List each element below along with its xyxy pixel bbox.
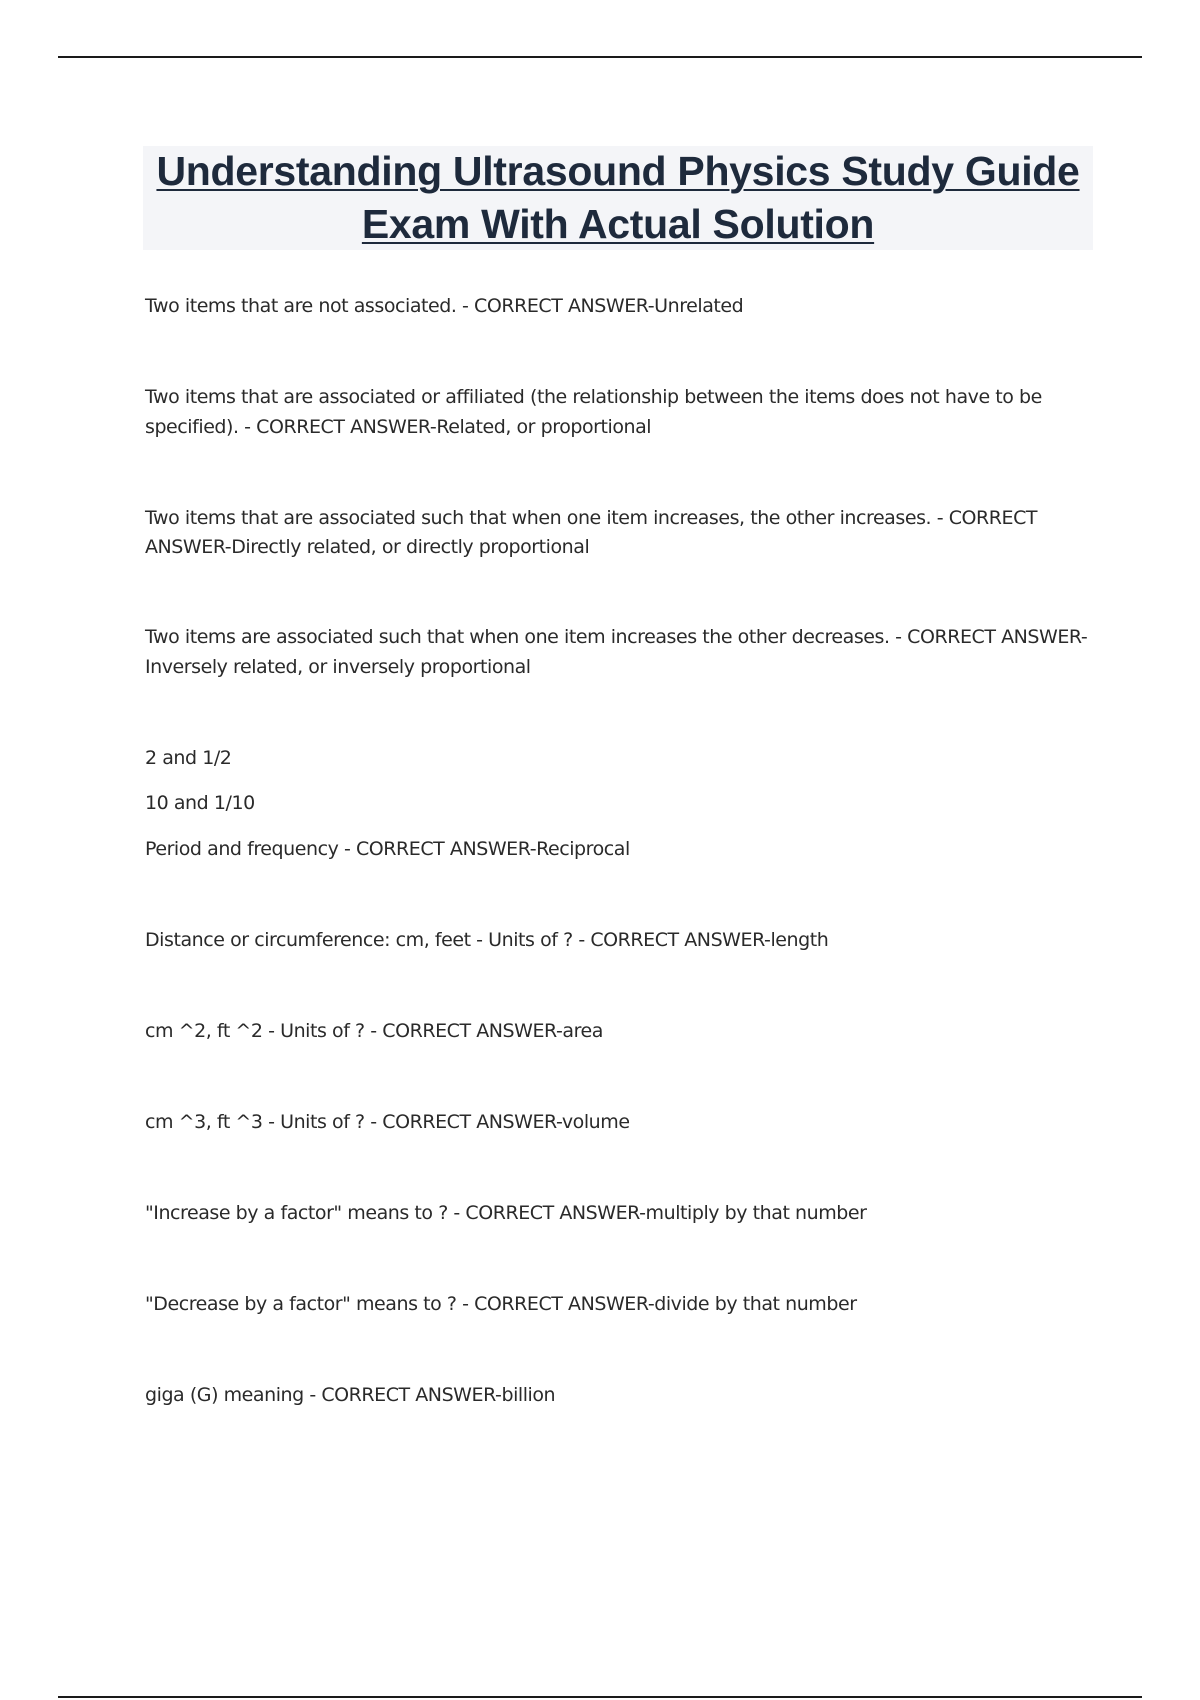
qa-line: Two items are associated such that when one item increases the other decreases. - CORRECT ANSWER-: [145, 626, 1088, 648]
qa-line: Inversely related, or inversely proportional: [145, 656, 531, 678]
qa-line: giga (G) meaning - CORRECT ANSWER-billion: [145, 1384, 556, 1406]
qa-line: cm ^3, ft ^3 - Units of ? - CORRECT ANSWER-volume: [145, 1111, 630, 1133]
qa-line: Two items that are not associated. - CORRECT ANSWER-Unrelated: [145, 295, 744, 317]
qa-line: "Decrease by a factor" means to ? - CORRECT ANSWER-divide by that number: [145, 1293, 857, 1315]
qa-line: specified). - CORRECT ANSWER-Related, or proportional: [145, 416, 652, 438]
qa-line: 2 and 1/2: [145, 747, 232, 769]
qa-line: Two items that are associated such that when one item increases, the other increases. - CORRECT: [145, 507, 1038, 529]
qa-line: Period and frequency - CORRECT ANSWER-Reciprocal: [145, 838, 630, 860]
document-title: Understanding Ultrasound Physics Study Guide Exam With Actual Solution: [156, 148, 1080, 247]
title-banner: [143, 146, 1093, 250]
qa-line: 10 and 1/10: [145, 792, 255, 814]
bottom-divider: [58, 1696, 1142, 1698]
qa-line: "Increase by a factor" means to ? - CORRECT ANSWER-multiply by that number: [145, 1202, 867, 1224]
qa-line: ANSWER-Directly related, or directly proportional: [145, 536, 590, 558]
qa-line: cm ^2, ft ^2 - Units of ? - CORRECT ANSWER-area: [145, 1020, 603, 1042]
top-divider: [58, 56, 1142, 58]
qa-line: Two items that are associated or affiliated (the relationship between the items does not have to be: [145, 386, 1042, 408]
qa-line: Distance or circumference: cm, feet - Units of ? - CORRECT ANSWER-length: [145, 929, 829, 951]
